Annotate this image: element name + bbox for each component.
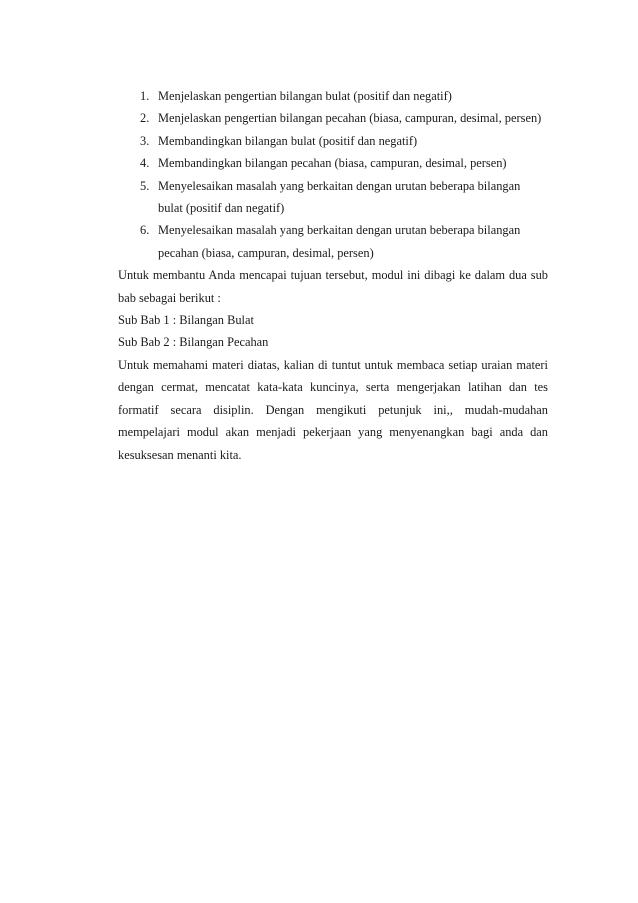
list-item	[118, 107, 548, 129]
sub-bab-line-2: Sub Bab 2 : Bilangan Pecahan	[118, 335, 269, 350]
list-item-number: 2.	[140, 111, 150, 126]
list-item	[118, 175, 548, 220]
list-item-number: 4.	[140, 156, 150, 171]
list-item-text: Menyelesaikan masalah yang berkaitan dengan urutan beberapa bilangan bulat (positif dan negatif)	[158, 178, 521, 216]
list-item-text: Menjelaskan pengertian bilangan pecahan (biasa, campuran, desimal, persen)	[158, 111, 542, 126]
objectives-list	[118, 85, 548, 264]
list-item	[118, 219, 548, 264]
list-item	[118, 130, 548, 152]
list-item-text: Menyelesaikan masalah yang berkaitan dengan urutan beberapa bilangan pecahan (biasa, campuran, desimal, persen)	[158, 223, 521, 260]
list-item-text: Membandingkan bilangan bulat (positif dan negatif)	[158, 133, 418, 148]
list-item	[118, 152, 548, 174]
sub-bab-line-1: Sub Bab 1 : Bilangan Bulat	[118, 313, 254, 328]
list-item	[118, 85, 548, 107]
list-item-number: 1.	[140, 89, 150, 103]
list-item-number: 6.	[140, 223, 150, 238]
intro-paragraph: Untuk membantu Anda mencapai tujuan tersebut, modul ini dibagi ke dalam dua sub bab sebagai berikut :	[118, 268, 548, 305]
list-item-number: 3.	[140, 133, 150, 148]
closing-paragraph: Untuk memahami materi diatas, kalian di tuntut untuk membaca setiap uraian materi dengan cermat, mencatat kata-kata kuncinya, serta mengerjakan latihan dan tes formatif secara disiplin. Dengan mengikuti petunjuk ini,, mudah-mudahan mempelajari modul akan menjadi pekerjaan yang menyenangkan bagi anda dan kesuksesan menanti kita.	[118, 357, 548, 462]
page-content	[118, 85, 548, 466]
list-item-number: 5.	[140, 178, 150, 193]
list-item-text: Membandingkan bilangan pecahan (biasa, campuran, desimal, persen)	[158, 156, 507, 171]
list-item-text: Menjelaskan pengertian bilangan bulat (positif dan negatif)	[158, 89, 452, 103]
